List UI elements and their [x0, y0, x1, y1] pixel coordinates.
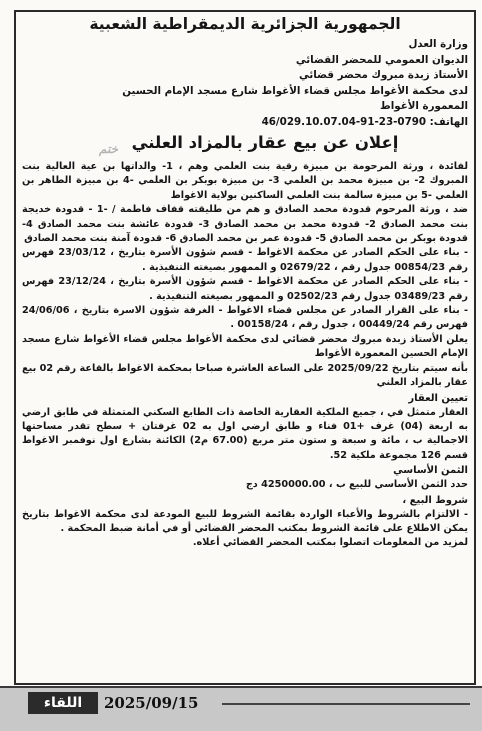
ministry-line: وزارة العدل — [408, 38, 468, 50]
bailiff-name-line: الأستاذ زبدة مبروك محضر قضائي — [298, 69, 468, 81]
office-line: الديوان العمومي للمحضر القضائي — [295, 53, 468, 66]
terms-heading: شروط البيع ، — [402, 494, 468, 506]
faded-stamp: ختم — [98, 142, 118, 156]
judgment-2-paragraph: - بناء على الحكم الصادر عن محكمة الاغواط - قسم شؤون الأسرة بتاريخ ، 23/12/24 فهرس رقم 03489/23 جدول رقم 02502/23 و الممهور بصيغته التنفيذية . — [22, 276, 468, 302]
auction-date-paragraph: بأنه سيتم بتاريخ 2025/09/22 على الساعة العاشرة صباحا بمحكمة الاغواط بالقاعة رقم 02 بيع عقار بالمزاد العلني — [22, 362, 468, 389]
property-heading: تعيين العقار — [408, 392, 468, 404]
address-line: لدى محكمة الأغواط مجلس قضاء الأغواط شارع مسجد الإمام الحسين — [122, 84, 468, 97]
base-price-heading: الثمن الأساسي — [393, 465, 468, 477]
republic-title: الجمهورية الجزائرية الديمقراطية الشعبية — [89, 15, 401, 33]
footer-divider — [222, 703, 470, 705]
judgment-1-paragraph: - بناء على الحكم الصادر عن محكمة الاغواط - قسم شؤون الأسرة بتاريخ ، 23/03/12 فهرس رقم 00854/23 جدول رقم ، 02679/22 و الممهور بصيغته التنفيذية . — [22, 247, 468, 273]
defendants-paragraph: ضد ، ورثة المرحوم قدودة محمد الصادق و هم من طليقته قفاف فاطمة / -1 - قدودة خديجة بنت محمد الصادق 2- قدودة محمد بن محمد الصادق 3- قدودة عائشة بنت محمد الصادق 4- قدودة بوبكر بن محمد الصادق 5- قدودة عمر بن محمد الصادق 6- قدودة آمنة بنت محمد الصادق — [22, 204, 468, 245]
beneficiaries-paragraph: لفائدة ، ورثة المرحومة بن مبيزة رقية بنت العلمي وهم ، 1- والداتها بن عية العالية بنت المبروك 2- بن مبيزة محمد بن العلمي 3- بن مبيزة بوبكر بن العلمي -4 بن مبيزة الطاهر بن العلمي -5 بن مبيزة سالمة بنت العلمي الساكنين بولاية الاغواط — [22, 161, 468, 201]
city-line: المعمورة الأغواط — [380, 100, 468, 112]
announcer-paragraph: يعلن الأستاذ زبدة مبروك محضر قضائي لدى محكمة الأغواط مجلس قضاء الأغواط شارع مسجد الإمام الحسين المعمورة الأغواط — [22, 333, 468, 360]
issue-date: 2025/09/15 — [104, 694, 199, 712]
terms-paragraph: - الالتزام بالشروط والأعباء الواردة بقائمة الشروط للبيع المودعة لدى محكمة الاغواط بتاريخ يمكن الاطلاع على قائمة الشروط بمكتب المحضر القضائي أو في أمانة ضبط المحكمة . — [22, 508, 468, 534]
decision-paragraph: - بناء على القرار الصادر عن مجلس قضاء الاغواط - الغرفة شؤون الاسرة بتاريخ ، 24/06/06 فهرس رقم 00449/24 ، جدول رقم ، 00158/24 . — [22, 305, 468, 331]
base-price-value: حدد الثمن الأساسي للبيع ب ، 4250000.00 دج — [245, 479, 468, 491]
newspaper-name-label: اللقاء — [28, 692, 98, 714]
phone-line: الهاتف: 0790-23-91-46/029.10.07.04 — [261, 115, 468, 128]
announcement-title: إعلان عن بيع عقار بالمزاد العلني — [131, 133, 399, 152]
page-footer — [0, 686, 482, 731]
announcement-content — [22, 14, 468, 551]
property-description: العقار متمثل في ، جميع الملكية العقارية الخاصة ذات الطابع السكني المتمثلة في طابق ارضي به اربعة (04) غرف +01 فناء و طابق ارضي اول به 02 غرفتان + سطح تقدر مساحتها الاجمالية ب ، مائة و سبعة و ستون متر مربع (67.00 م2) الكائنة بشارع اول نوفمبر الاغواط قسم 126 مجموعة ملكية 52. — [22, 406, 468, 461]
contact-paragraph: لمزيد من المعلومات اتصلوا بمكتب المحضر القضائي أعلاه. — [192, 537, 468, 549]
